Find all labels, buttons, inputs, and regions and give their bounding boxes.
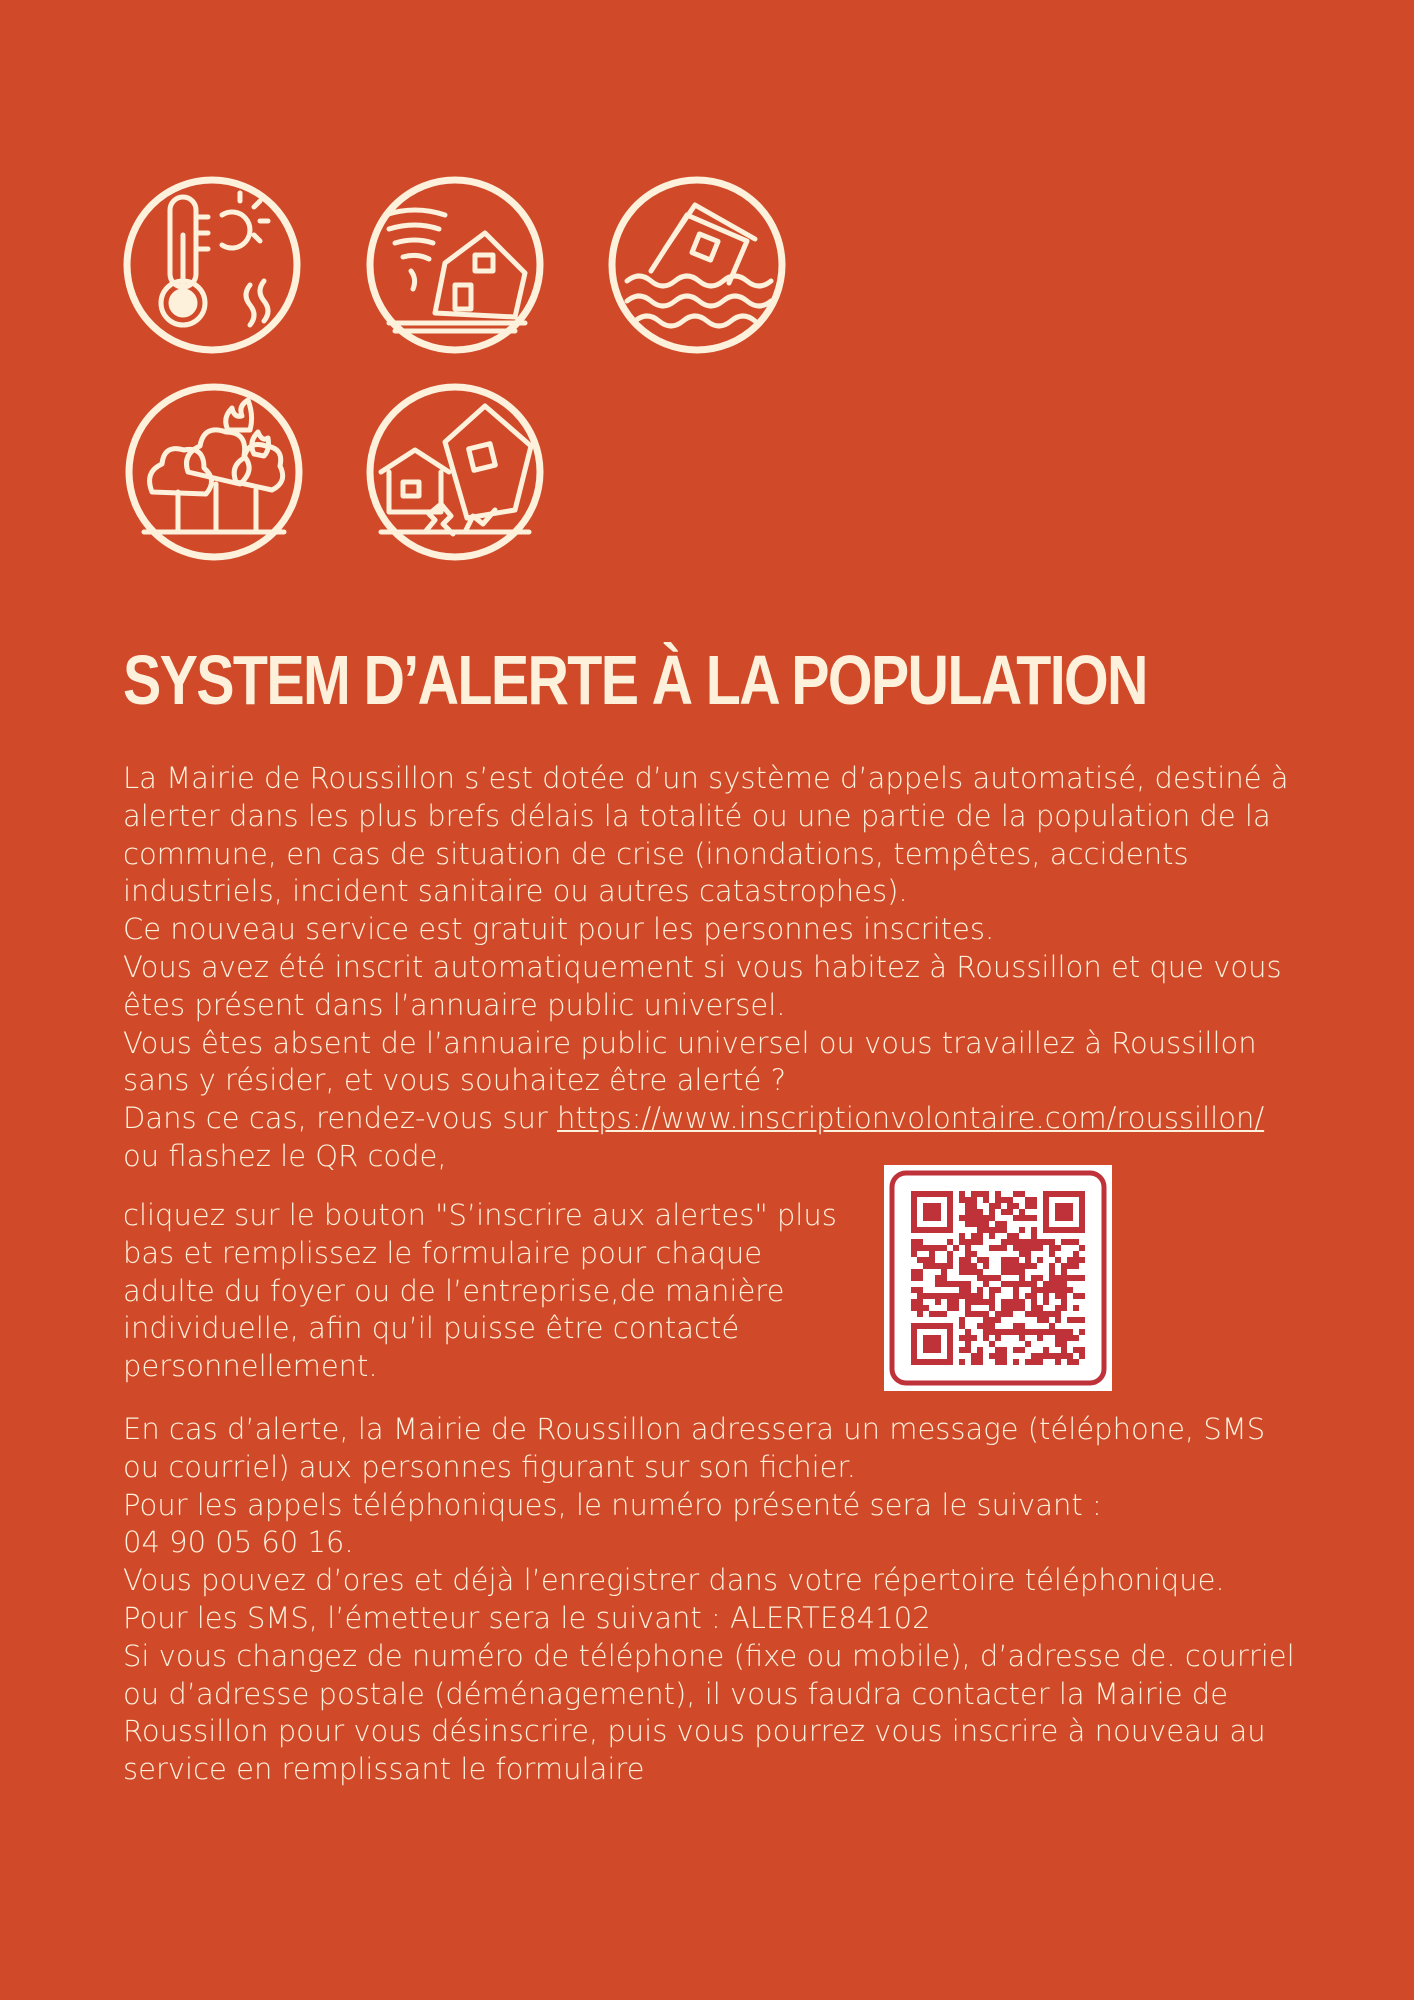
- paragraph: Pour les SMS, l’émetteur sera le suivant : ALERTE84102: [123, 1600, 931, 1635]
- paragraph: Pour les appels téléphoniques, le numéro présenté sera le suivant :: [123, 1487, 1102, 1522]
- heatwave-thermometer-icon: [122, 175, 302, 355]
- paragraph: ou flashez le QR code,: [123, 1138, 447, 1173]
- flood-house-icon: [607, 175, 787, 355]
- paragraph: [123, 1100, 1303, 1138]
- forest-fire-icon: [124, 382, 304, 562]
- paragraph-prefix: Dans ce cas, rendez-vous sur: [123, 1101, 557, 1136]
- page-title: SYSTEM D’ALERTE À LA POPULATION: [123, 641, 1147, 719]
- paragraph: cliquez sur le bouton "S’inscrire aux alertes" plus bas et remplissez le formulaire pour chaque adulte du foyer ou de l’entreprise,de manière individuelle, afin qu’il puisse être contacté personnellement.: [123, 1198, 837, 1384]
- storm-house-icon: [365, 175, 545, 355]
- paragraph: En cas d’alerte, la Mairie de Roussillon adressera un message (téléphone, SMS ou courriel) aux personnes figurant sur son fichier.: [123, 1412, 1266, 1484]
- paragraph: Vous êtes absent de l’annuaire public universel ou vous travaillez à Roussillon sans y résider, et vous souhaitez être alerté ?: [123, 1025, 1257, 1098]
- paragraph: Vous pouvez d’ores et déjà l’enregistrer dans votre répertoire téléphonique.: [123, 1563, 1225, 1598]
- paragraph: Ce nouveau service est gratuit pour les personnes inscrites.: [123, 912, 995, 947]
- alert-info-text: [123, 1411, 1303, 1789]
- intro-text: [123, 760, 1303, 1176]
- registration-link[interactable]: https://www.inscriptionvolontaire.com/roussillon/: [556, 1101, 1265, 1136]
- paragraph: Si vous changez de numéro de téléphone (fixe ou mobile), d’adresse de. courriel ou d’adresse postale (déménagement), il vous faudra contacter la Mairie de Roussillon pour vous désinscrire, puis vous pourrez vous inscrire à nouveau au service en remplissant le formulaire: [123, 1638, 1295, 1787]
- paragraph: 04 90 05 60 16.: [123, 1525, 354, 1560]
- qr-code[interactable]: [884, 1165, 1112, 1391]
- earthquake-house-icon: [365, 382, 545, 562]
- paragraph: La Mairie de Roussillon s’est dotée d’un système d’appels automatisé, destiné à alerter dans les plus brefs délais la totalité ou une partie de la population de la commune, en cas de situation de crise (inondations, tempêtes, accidents industriels, incident sanitaire ou autres catastrophes).: [123, 761, 1289, 909]
- instructions-text: [123, 1197, 853, 1386]
- paragraph: Vous avez été inscrit automatiquement si vous habitez à Roussillon et que vous êtes présent dans l’annuaire public universel.: [123, 949, 1282, 1022]
